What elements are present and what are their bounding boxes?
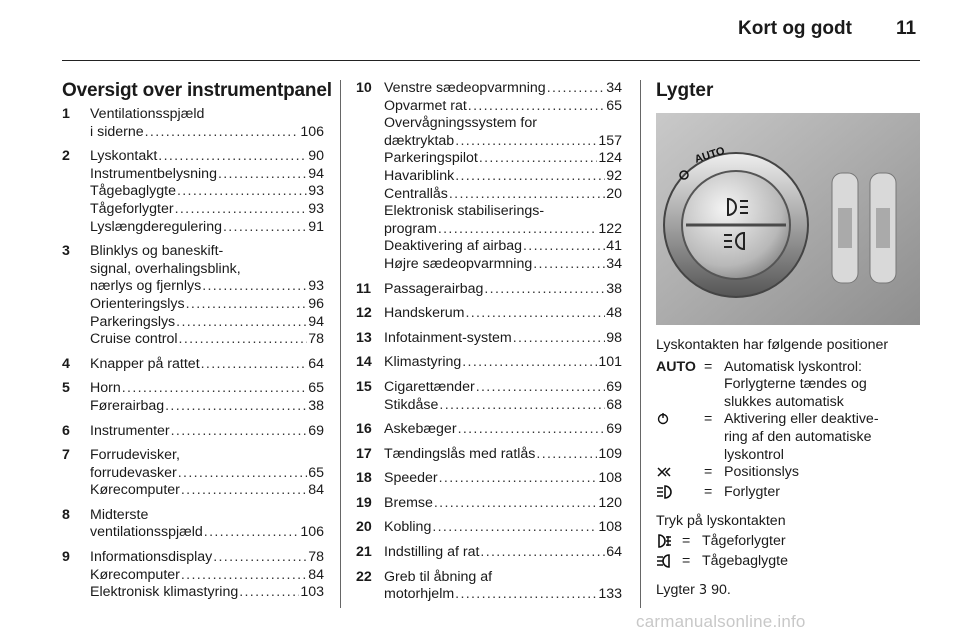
dot-leader [122,380,307,398]
entry-text: Lyskontakt [90,148,158,165]
entry-line [90,423,324,441]
entry-line [384,446,622,464]
entry-line [90,380,324,398]
toc-entry[interactable] [356,544,622,562]
page-ref[interactable]: 64 [308,355,324,372]
page-ref[interactable]: 93 [308,183,324,200]
entry-line [90,398,324,416]
toc-entry[interactable] [62,243,324,349]
entry-number: 20 [356,519,372,536]
press-text: Tryk på lyskontakten [656,513,786,530]
position-description: Forlygterne tændes og [724,376,867,393]
entry-text: Tågeforlygter [90,200,174,217]
entry-line [90,447,324,465]
dot-leader [465,305,605,323]
entry-text: Forrudevisker, [90,447,180,464]
dot-leader [523,238,605,256]
entry-text: Elektronisk stabiliserings- [384,203,545,220]
dot-leader [158,148,307,166]
entry-text: Tændingslås med ratlås [384,445,536,462]
entry-line [90,166,324,184]
entry-text: Knapper på rattet [90,355,200,372]
position-description: Forlygter [724,483,780,500]
entry-line [384,115,622,133]
press-list [656,533,920,572]
position-description: slukkes automatisk [724,393,844,410]
page-ref[interactable]: 93 [308,278,324,295]
entry-line [384,150,622,168]
entry-text: Kobling [384,519,432,536]
press-row [656,533,920,553]
dot-leader [455,133,597,151]
toc-entry[interactable] [62,356,324,374]
power-icon [656,411,704,464]
entry-number: 19 [356,494,372,511]
page-ref[interactable]: 84 [308,482,324,499]
entry-text: Parkeringslys [90,313,176,330]
entry-text: Speeder [384,470,438,487]
page-ref[interactable]: 34 [606,255,622,272]
entry-text: Overvågningssystem for [384,115,537,132]
entry-line [384,238,622,256]
toc-entry[interactable] [62,423,324,441]
dot-leader [181,567,307,585]
entry-line [90,524,324,542]
toc-entry[interactable] [356,519,622,537]
entry-line [384,379,622,397]
page-ref[interactable]: 124 [598,150,622,167]
entry-text: dæktryktab [384,132,455,149]
dot-leader [218,166,307,184]
lights-heading: Lygter [656,80,714,101]
page-ref[interactable]: 103 [300,584,324,601]
entry-line [384,221,622,239]
entry-text: Bremse [384,494,433,511]
toc-entry[interactable] [62,106,324,141]
toc-entry[interactable] [356,421,622,439]
auto-label: AUTO [693,144,727,166]
entry-line [90,549,324,567]
entry-number: 1 [62,106,70,122]
entry-text: Midterste [90,506,149,523]
page-ref[interactable]: 38 [606,280,622,297]
ref-page: 90. [711,582,731,599]
entry-text: forrudevasker [90,464,177,481]
page-ref[interactable]: 65 [606,97,622,114]
page-ref[interactable]: 90 [308,148,324,165]
arrow-icon: 3 [698,583,708,599]
headlight-icon [656,484,704,504]
dot-leader [484,281,605,299]
toc-entry[interactable] [356,446,622,464]
page-ref[interactable]: 41 [606,238,622,255]
entry-text: Greb til åbning af [384,568,493,585]
entry-text: Orienteringslys [90,295,185,312]
entry-line [384,281,622,299]
position-row [656,464,920,484]
dot-leader [458,421,606,439]
page-ref[interactable]: 68 [606,396,622,413]
toc-entry[interactable] [356,470,622,488]
dot-leader [145,124,300,142]
entry-line [90,124,324,142]
entry-line [90,219,324,237]
entry-line [90,183,324,201]
entry-line [90,507,324,525]
position-description: Aktivering eller deaktive- [724,411,879,428]
entry-text: Deaktivering af airbag [384,238,523,255]
dot-leader [177,183,307,201]
dot-leader [171,423,308,441]
dot-leader [455,586,597,604]
entry-number: 17 [356,445,372,462]
column-divider [340,80,341,608]
dot-leader [179,331,308,349]
entry-number: 16 [356,421,372,438]
dot-leader [547,80,606,98]
position-description: lyskontrol [724,446,784,463]
entry-text: Kørecomputer [90,566,180,583]
entry-number: 10 [356,80,372,96]
dot-leader [178,465,307,483]
position-key: AUTO [656,358,696,375]
press-row [656,553,920,573]
entry-text: Ventilationsspjæld [90,106,205,122]
position-description: ring af den automatiske [724,428,872,445]
entry-number: 7 [62,447,70,464]
position-description: Positionslys [724,464,799,481]
entry-line [90,465,324,483]
entry-line [384,98,622,116]
dot-leader [468,98,605,116]
entry-line [90,567,324,585]
toc-entry[interactable] [356,80,622,274]
entry-text: Venstre sædeopvarmning [384,80,546,96]
page-ref[interactable]: 98 [606,329,622,346]
equals-sign: = [704,358,713,375]
entry-number: 9 [62,549,70,566]
entry-text: Lyslængderegulering [90,218,222,235]
dot-leader [186,296,308,314]
entry-line [384,495,622,513]
page-ref[interactable]: 93 [308,200,324,217]
entry-number: 18 [356,470,372,487]
entry-line [384,354,622,372]
dot-leader [175,201,308,219]
dot-leader [181,482,307,500]
dot-leader [480,544,605,562]
press-label: Tågebaglygte [702,552,788,569]
entry-line [384,569,622,587]
entry-line [90,584,324,602]
entry-text: i siderne [90,123,144,140]
page-ref[interactable]: 122 [598,220,622,237]
toc-entry[interactable] [62,447,324,500]
entry-number: 4 [62,355,70,372]
toc-entry[interactable] [356,569,622,604]
equals-sign: = [704,411,713,428]
page-ref[interactable]: 38 [308,397,324,414]
dot-leader [479,150,597,168]
entry-text: Cigarettænder [384,378,475,395]
page-ref[interactable]: 34 [606,80,622,96]
entry-line [90,243,324,261]
page-ref[interactable]: 94 [308,165,324,182]
entry-line [384,470,622,488]
toc-column-1 [62,80,332,609]
page-ref[interactable]: 65 [308,380,324,397]
page-ref[interactable]: 94 [308,313,324,330]
position-light-icon [656,464,704,484]
entry-line [90,106,324,124]
page-header-title: Kort og godt [738,18,852,39]
dot-leader [513,330,605,348]
position-description: Automatisk lyskontrol: [724,358,862,375]
dot-leader [455,168,605,186]
entry-number: 3 [62,243,70,260]
positions-intro: Lyskontakten har følgende positioner [656,337,889,353]
positions-list [656,359,920,504]
equals-sign: = [704,464,713,481]
entry-text: ventilationsspjæld [90,524,203,541]
entry-line [384,186,622,204]
page-ref[interactable]: 96 [308,295,324,312]
entry-line [90,201,324,219]
entry-number: 22 [356,568,372,585]
dot-leader [204,524,300,542]
entry-line [384,519,622,537]
dot-leader [239,584,299,602]
page-ref[interactable]: 101 [598,354,622,371]
page-ref[interactable]: 92 [606,167,622,184]
entry-number: 5 [62,380,70,397]
entry-text: program [384,220,437,237]
entry-text: Centrallås [384,185,448,202]
entry-line [90,331,324,349]
entry-text: Blinklys og baneskift- [90,243,224,260]
page-ref[interactable]: 78 [308,549,324,566]
page-ref[interactable]: 133 [598,586,622,603]
toc-entry[interactable] [356,330,622,348]
page-ref[interactable]: 108 [598,519,622,536]
equals-sign: = [682,532,691,549]
dot-leader [536,446,597,464]
entry-number: 8 [62,506,70,523]
entry-line [90,482,324,500]
page-ref[interactable]: 91 [308,218,324,235]
toc-entry[interactable] [356,379,622,414]
entry-number: 13 [356,329,372,346]
entries-list [356,80,622,604]
front-fog-icon [656,533,682,553]
cross-reference [656,582,920,600]
dot-leader [476,379,606,397]
entry-line [90,314,324,332]
page-ref[interactable]: 106 [300,123,324,140]
equals-sign: = [682,552,691,569]
page-number: 11 [896,18,917,39]
entry-line [90,296,324,314]
entry-number: 6 [62,422,70,439]
entry-line [384,586,622,604]
position-row [656,411,920,464]
entry-text: Kørecomputer [90,482,180,499]
entry-text: Højre sædeopvarmning [384,255,533,272]
toc-entry[interactable] [62,549,324,602]
entry-line [384,133,622,151]
entry-text: Handskerum [384,305,465,322]
light-switch-illustration [656,113,920,325]
dot-leader [438,221,597,239]
entry-text: Havariblink [384,167,455,184]
dot-leader [165,398,307,416]
entry-line [384,421,622,439]
page-ref[interactable]: 78 [308,331,324,348]
page-ref[interactable]: 48 [606,305,622,322]
page-ref[interactable]: 20 [606,185,622,202]
dot-leader [223,219,307,237]
dot-leader [462,354,597,372]
entry-number: 2 [62,148,70,165]
entry-text: Stikdåse [384,396,439,413]
ref-label: Lygter [656,582,695,599]
dot-leader [439,470,598,488]
entry-text: Cruise control [90,331,178,348]
entry-number: 14 [356,354,372,371]
entry-text: Askebæger [384,421,457,438]
toc-entry[interactable] [62,507,324,542]
watermark: carmanualsonline.info [636,612,806,631]
entry-line [90,356,324,374]
page-ref[interactable]: 65 [308,464,324,481]
dot-leader [202,278,307,296]
entry-text: Infotainment-system [384,329,512,346]
entry-text: Tågebaglygte [90,183,176,200]
dot-leader [439,397,605,415]
toc-entry[interactable] [356,354,622,372]
dot-leader [533,256,605,274]
entries-list [62,106,324,602]
entry-number: 11 [356,280,371,297]
entry-line [384,256,622,274]
page-ref[interactable]: 69 [606,421,622,438]
entry-line [384,80,622,98]
dot-leader [213,549,307,567]
dot-leader [449,186,605,204]
toc-entry[interactable] [62,380,324,415]
entry-text: Informationsdisplay [90,549,213,566]
entry-text: Klimastyring [384,354,462,371]
toc-column-2 [356,80,622,611]
page-ref[interactable]: 120 [598,494,622,511]
entry-text: Instrumentbelysning [90,165,217,182]
entry-line [384,330,622,348]
entry-text: Førerairbag [90,397,165,414]
page-ref[interactable]: 108 [598,470,622,487]
entry-line [90,261,324,279]
entry-line [384,397,622,415]
column-divider [640,80,641,608]
entry-line [384,168,622,186]
equals-sign: = [704,483,713,500]
entry-text: signal, overhalingsblink, [90,260,241,277]
dot-leader [432,519,597,537]
entry-text: Parkeringspilot [384,150,478,167]
dot-leader [201,356,308,374]
rear-fog-icon [656,553,682,573]
entry-text: Instrumenter [90,422,170,439]
position-row [656,484,920,504]
page-ref[interactable]: 69 [606,378,622,395]
entry-text: Opvarmet rat [384,97,467,114]
entry-text: Passagerairbag [384,280,484,297]
page-ref[interactable]: 69 [308,422,324,439]
entry-number: 15 [356,378,372,395]
toc-entry[interactable] [356,305,622,323]
page-ref[interactable]: 109 [598,445,622,462]
section-heading: Oversigt over instrumentpanel [62,80,332,101]
entry-line [384,544,622,562]
header-rule [62,60,920,61]
toc-entry[interactable] [356,281,622,299]
entry-line [90,148,324,166]
page-ref[interactable]: 106 [300,524,324,541]
page-ref[interactable]: 64 [606,544,622,561]
entry-line [384,305,622,323]
dot-leader [176,314,307,332]
entry-text: Elektronisk klimastyring [90,584,239,601]
page-ref[interactable]: 157 [598,132,622,149]
entry-number: 12 [356,305,372,322]
toc-entry[interactable] [62,148,324,236]
entry-number: 21 [356,544,372,561]
entry-text: nærlys og fjernlys [90,278,202,295]
toc-entry[interactable] [356,495,622,513]
entry-line [384,203,622,221]
dot-leader [434,495,597,513]
entry-text: Indstilling af rat [384,544,480,561]
lights-column [656,80,920,600]
entry-line [90,278,324,296]
page-ref[interactable]: 84 [308,566,324,583]
press-label: Tågeforlygter [702,532,786,549]
entry-text: motorhjelm [384,586,455,603]
entry-text: Horn [90,380,121,397]
position-row [656,359,920,412]
